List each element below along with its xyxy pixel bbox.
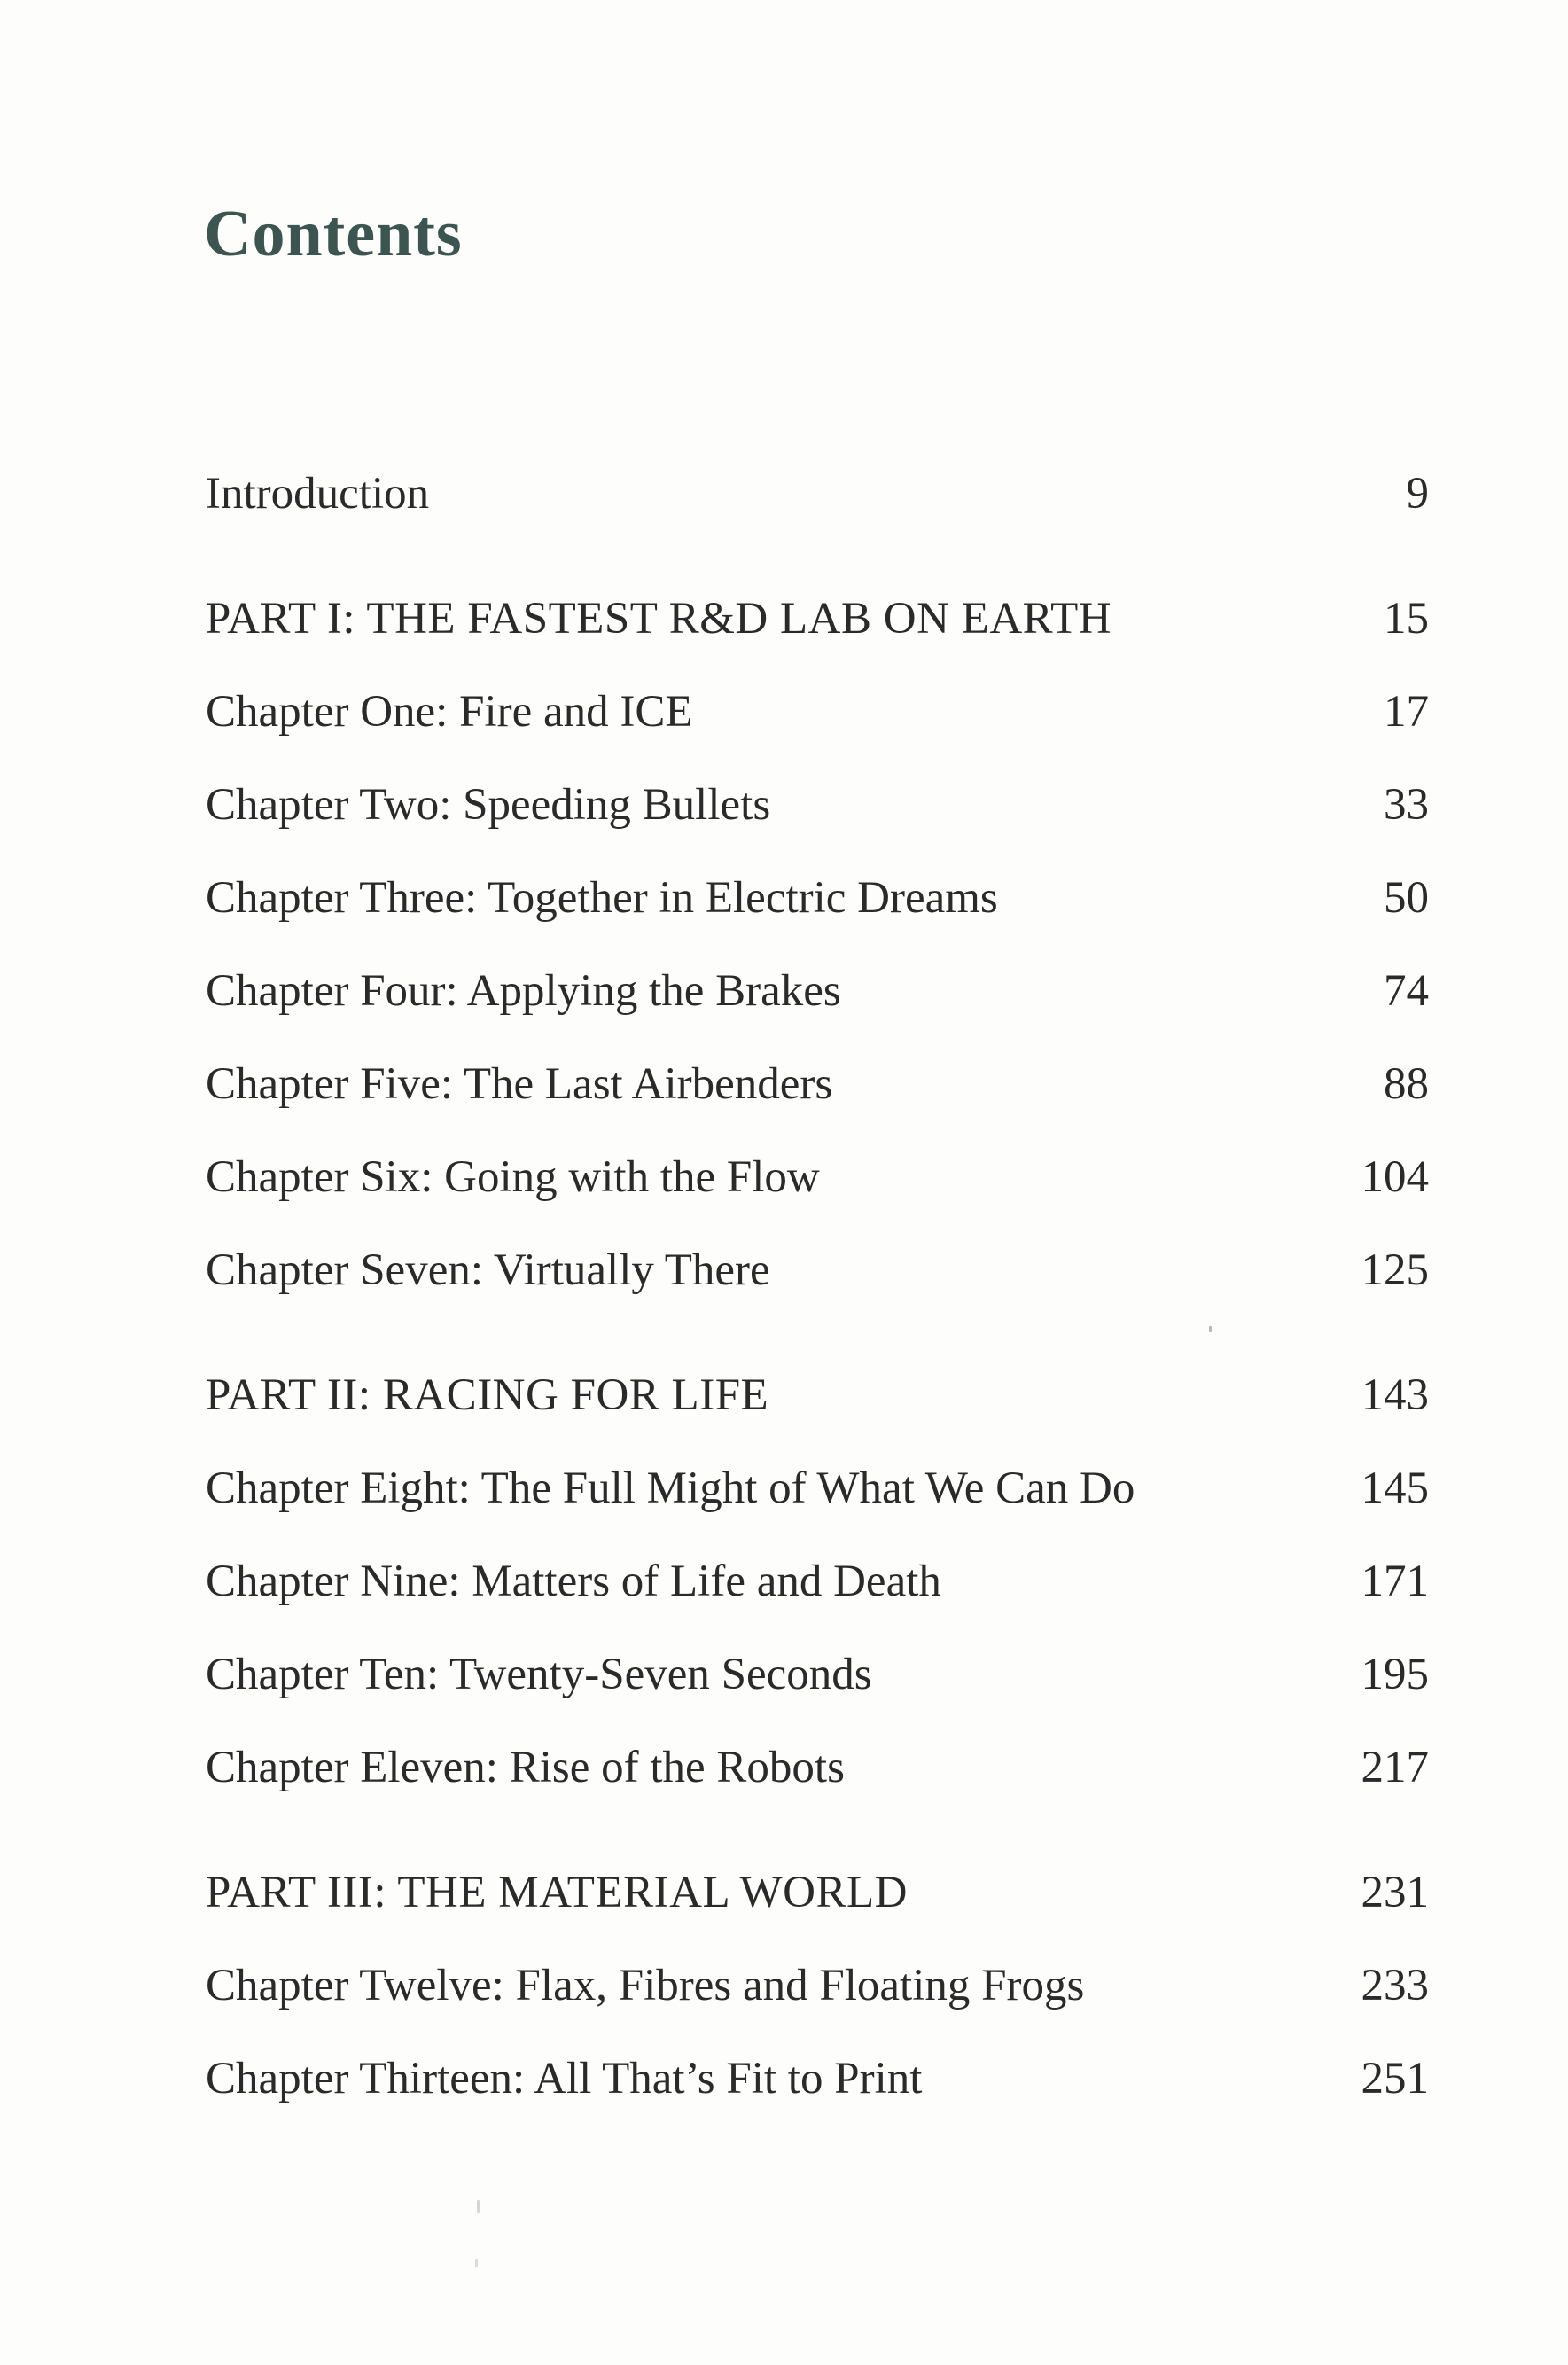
toc-entry-page: 88 (1384, 1059, 1429, 1109)
contents-heading: Contents (204, 198, 463, 270)
paper-speck (1209, 1326, 1212, 1332)
toc-entry (206, 1457, 1429, 1519)
toc-entry-page: 251 (1361, 2054, 1429, 2104)
toc-entry (206, 1643, 1429, 1705)
toc-entry-title: Chapter Four: Applying the Brakes (206, 966, 841, 1016)
toc-entry-page: 15 (1384, 594, 1429, 644)
toc-part-entry (206, 1364, 1429, 1426)
toc-entry-page: 125 (1361, 1245, 1429, 1295)
toc-entry (206, 1146, 1429, 1208)
toc-entry-page: 9 (1406, 469, 1429, 519)
toc-part-entry (206, 1862, 1429, 1924)
toc-part-entry (206, 588, 1429, 650)
toc-entry-title: Chapter One: Fire and ICE (206, 687, 693, 737)
toc-entry-title: Chapter Three: Together in Electric Dreams (206, 873, 998, 923)
toc-entry-title: Chapter Two: Speeding Bullets (206, 780, 771, 830)
toc-entry (206, 2048, 1429, 2110)
toc-entry-page: 195 (1361, 1650, 1429, 1699)
toc-entry-page: 143 (1361, 1370, 1429, 1420)
toc-entry (206, 774, 1429, 836)
toc-entry-title: PART III: THE MATERIAL WORLD (206, 1868, 908, 1917)
toc-entry (206, 1737, 1429, 1799)
toc-entry-title: Chapter Six: Going with the Flow (206, 1152, 820, 1202)
toc-entry (206, 463, 1429, 525)
toc-entry-title: Chapter Ten: Twenty-Seven Seconds (206, 1650, 872, 1699)
toc-entry-page: 217 (1361, 1743, 1429, 1792)
toc-entry-title: Chapter Eight: The Full Might of What We Can Do (206, 1463, 1135, 1513)
toc-entry-page: 231 (1361, 1868, 1429, 1917)
toc-entry-title: Introduction (206, 469, 430, 519)
toc-entry (206, 1550, 1429, 1612)
toc-entry-page: 50 (1384, 873, 1429, 923)
toc-entry (206, 1053, 1429, 1115)
toc-entry-page: 171 (1361, 1557, 1429, 1606)
paper-speck (475, 2259, 478, 2267)
toc-entry-title: Chapter Seven: Virtually There (206, 1245, 770, 1295)
toc-entry-page: 145 (1361, 1463, 1429, 1513)
toc-entry-page: 104 (1361, 1152, 1429, 1202)
toc-entry (206, 867, 1429, 929)
toc-entry-page: 17 (1384, 687, 1429, 737)
toc-entry-page: 74 (1384, 966, 1429, 1016)
paper-speck (477, 2200, 480, 2213)
toc-entry-title: Chapter Five: The Last Airbenders (206, 1059, 833, 1109)
toc-entry (206, 960, 1429, 1022)
toc-entry (206, 1239, 1429, 1301)
toc-entry-title: Chapter Twelve: Flax, Fibres and Floating Frogs (206, 1961, 1085, 2010)
toc-entry-title: PART I: THE FASTEST R&D LAB ON EARTH (206, 594, 1112, 644)
toc-entry (206, 681, 1429, 743)
toc-entry-page: 233 (1361, 1961, 1429, 2010)
toc-entry-title: PART II: RACING FOR LIFE (206, 1370, 769, 1420)
toc-entry-title: Chapter Nine: Matters of Life and Death (206, 1557, 941, 1606)
toc-entry-page: 33 (1384, 780, 1429, 830)
toc-entry-title: Chapter Thirteen: All That’s Fit to Print (206, 2054, 923, 2104)
toc-entry-title: Chapter Eleven: Rise of the Robots (206, 1743, 845, 1792)
toc-entry (206, 1955, 1429, 2017)
